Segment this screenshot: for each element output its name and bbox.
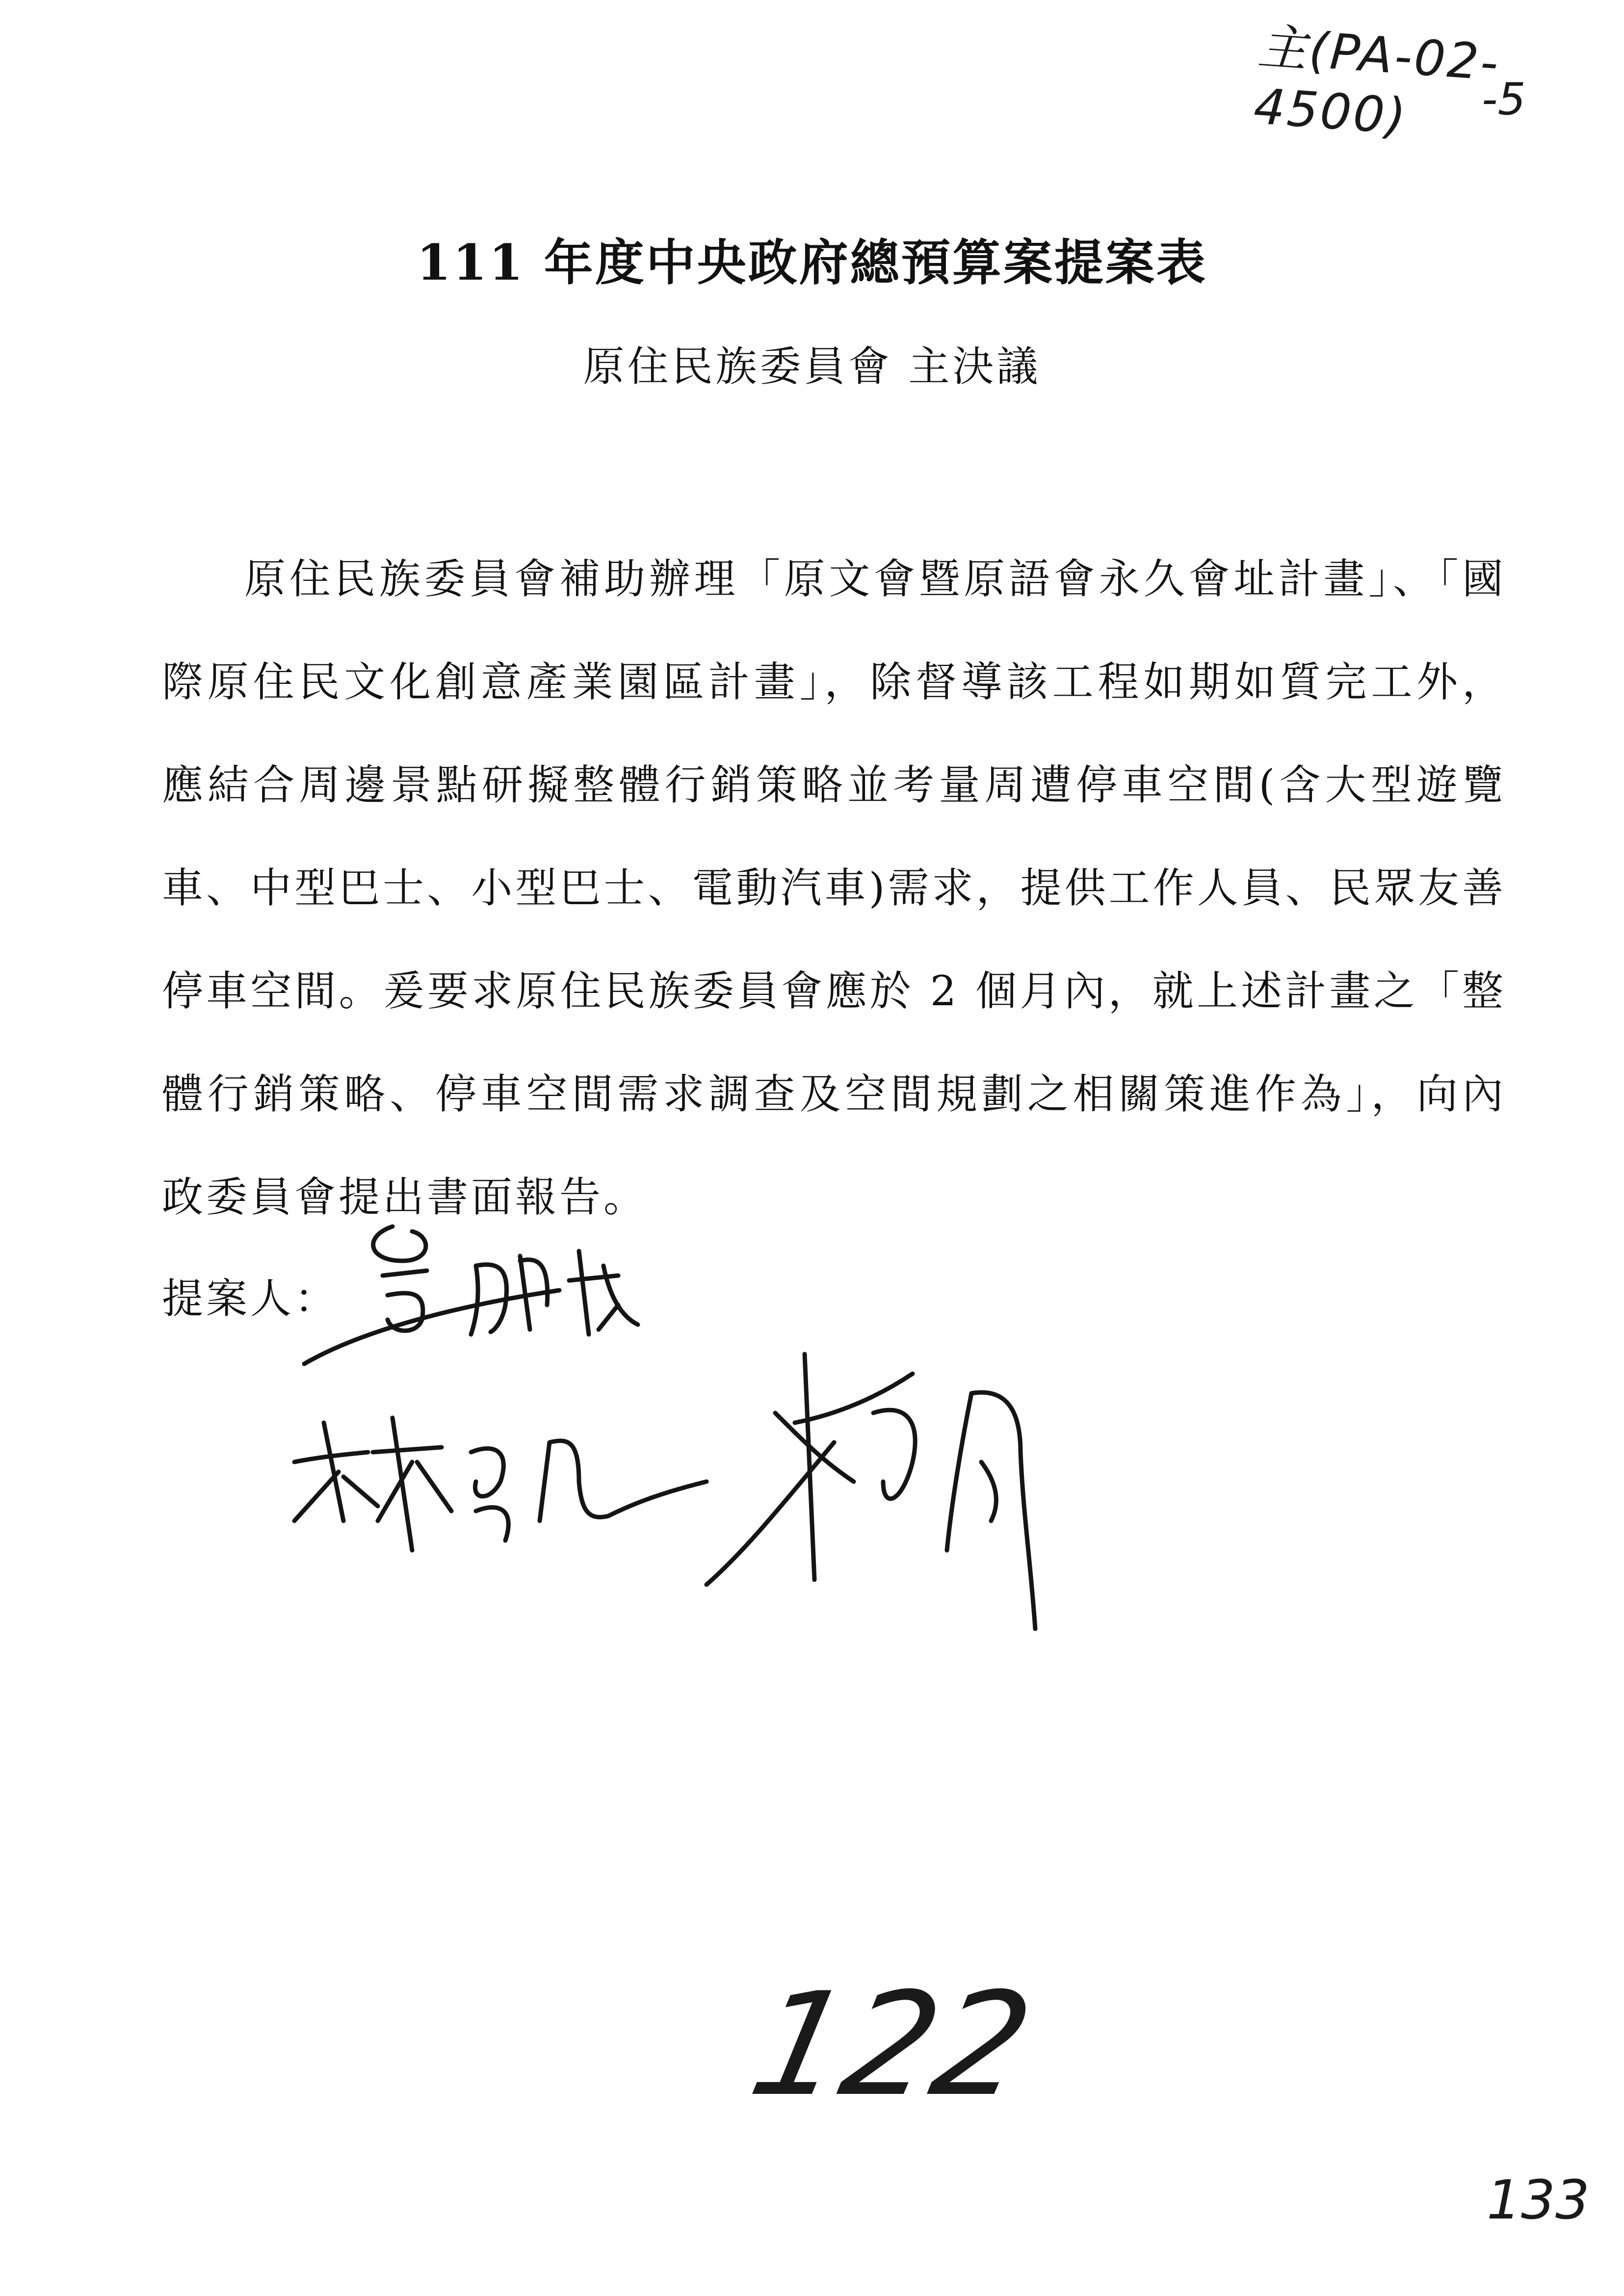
- handwritten-reference-code: 主(PA-02-4500): [1252, 18, 1502, 146]
- page-title: 111 年度中央政府總預算案提案表: [417, 234, 1207, 291]
- handwritten-signature-1: [304, 1226, 638, 1364]
- proposer-label: 提案人：: [162, 1275, 339, 1323]
- handwritten-signature-3: [707, 1354, 1035, 1629]
- handwritten-sheet-number: 133: [1487, 2168, 1590, 2231]
- page-subtitle: 原住民族委員會 主決議: [583, 342, 1041, 391]
- proposal-body: [162, 527, 1506, 1249]
- handwritten-signature-2: [294, 1418, 707, 1550]
- handwritten-page-number: 122: [738, 1962, 1045, 2128]
- signature-area: [265, 1207, 1148, 1648]
- handwritten-reference-suffix: -5: [1482, 74, 1526, 125]
- proposal-paragraph: 原住民族委員會補助辦理「原文會暨原語會永久會址計畫」、「國際原住民文化創意產業園區計畫」，除督導該工程如期如質完工外，應結合周邊景點研擬整體行銷策略並考量周遭停車空間(含大型遊覽車、中型巴士、小型巴士、電動汽車)需求，提供工作人員、民眾友善停車空間。爰要求原住民族委員會應於 2 個月內，就上述計畫之「整體行銷策略、停車空間需求調查及空間規劃之相關策進作為」，向內政委員會提出書面報告。: [162, 555, 1506, 1221]
